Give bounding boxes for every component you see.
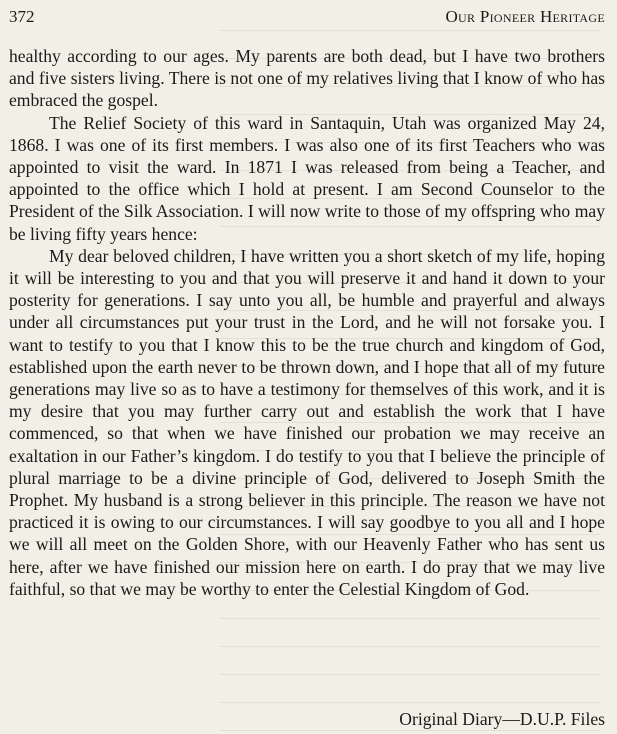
paragraph-letter-to-children: My dear beloved children, I have written you a short sketch of my life, hoping it will be interesting to you and that you will preserve it and hand it down to your posterity for generations. I say unto you all, be humble and prayerful and always under all circumstances put your trust in the Lord, and he will not forsake you. I want to testify to you that I know this to be the true church and kingdom of God, established upon the earth never to be thrown down, and I hope that all of my future generations may live so as to have a testimony for themselves of this work, and it is my desire that you may further carry out and establish the work that I have commenced, so that when we have finished our probation we may receive an exaltation in our Father’s kingdom. I do testify to you that I believe the principle of plural marriage to be a divine principle of God, delivered to Joseph Smith the Prophet. My husband is a strong believer in this principle. The reason we have not practiced it is owing to our circumstances. I will say goodbye to you all and I hope we will all meet on the Golden Shore, with our Heavenly Father who has sent us here, after we have finished our mission here on earth. I do pray that we may live faithful, so that we may be worthy to enter the Celestial Kingdom of God.	[9, 245, 605, 599]
page-header	[9, 7, 605, 31]
paragraph-relief-society: The Relief Society of this ward in Santaquin, Utah was organized May 24, 1868. I was one of its first members. I was also one of its first Teachers who was appointed to visit the ward. In 1871 I was released from being a Teacher, and appointed to the office which I hold at present. I am Second Counselor to the President of the Silk Association. I will now write to those of my offspring who may be living fifty years hence:	[9, 112, 605, 244]
body-text	[9, 45, 605, 600]
running-title: Our Pioneer Heritage	[445, 7, 605, 26]
source-attribution: Original Diary—D.U.P. Files	[399, 709, 605, 729]
page-number: 372	[9, 7, 35, 26]
paragraph-continuation: healthy according to our ages. My parents are both dead, but I have two brothers and five sisters living. There is not one of my relatives living that I know of who has embraced the gospel.	[9, 46, 605, 111]
